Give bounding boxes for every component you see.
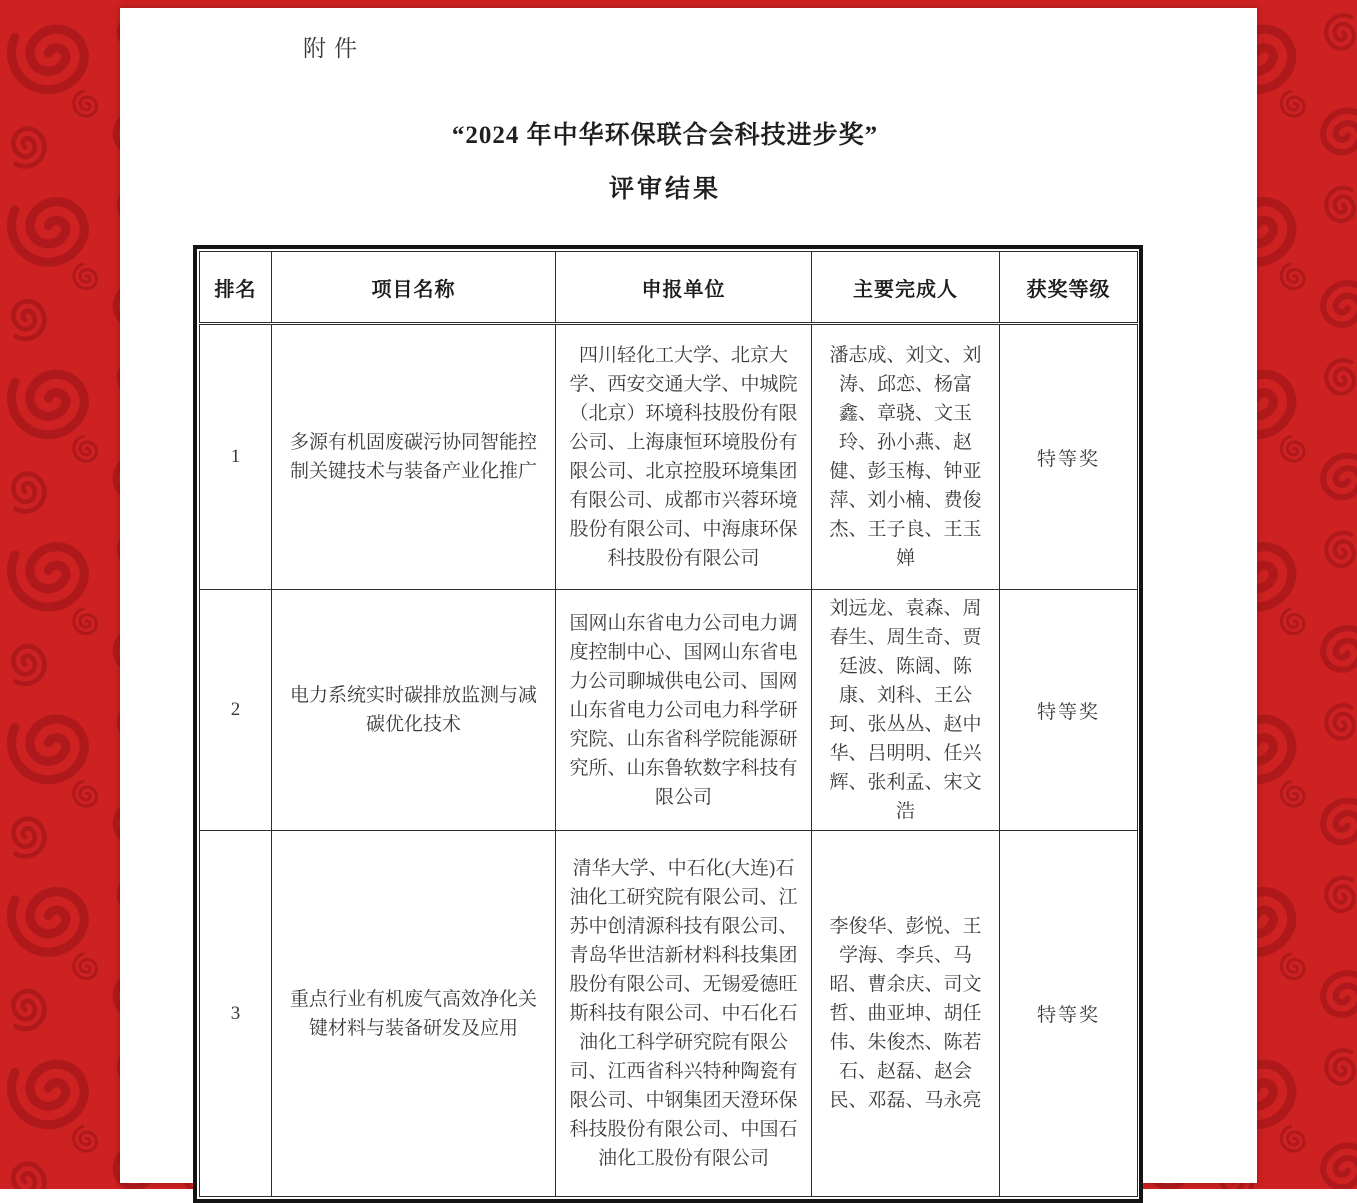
rank-value: 3 xyxy=(200,831,272,1197)
applicant-units: 四川轻化工大学、北京大学、西安交通大学、中城院（北京）环境科技股份有限公司、上海康恒环境股份有限公司、北京控股环境集团有限公司、成都市兴蓉环境股份有限公司、中海康环保科技股份有限公司 xyxy=(556,324,812,590)
rank-value: 1 xyxy=(200,324,272,590)
table-header-row xyxy=(200,252,1138,324)
project-name: 多源有机固废碳污协同智能控制关键技术与装备产业化推广 xyxy=(272,324,556,590)
header-project-name: 项目名称 xyxy=(272,252,556,324)
title-line-2: 评审结果 xyxy=(608,176,721,203)
table-row-3 xyxy=(200,831,1138,1197)
main-contributors: 刘远龙、袁森、周春生、周生奇、贾廷波、陈阔、陈康、刘科、王公珂、张丛丛、赵中华、吕明明、任兴辉、张利孟、宋文浩 xyxy=(812,590,1000,831)
applicant-units: 清华大学、中石化(大连)石油化工研究院有限公司、江苏中创清源科技有限公司、青岛华世洁新材料科技集团股份有限公司、无锡爱德旺斯科技有限公司、中石化石油化工科学研究院有限公司、江西省科兴特种陶瓷有限公司、中钢集团天澄环保科技股份有限公司、中国石油化工股份有限公司 xyxy=(556,831,812,1197)
award-level: 特等奖 xyxy=(1000,590,1138,831)
project-name: 电力系统实时碳排放监测与减碳优化技术 xyxy=(272,590,556,831)
document-title xyxy=(193,115,1137,205)
main-contributors: 潘志成、刘文、刘涛、邱恋、杨富鑫、章骁、文玉玲、孙小燕、赵健、彭玉梅、钟亚萍、刘小楠、费俊杰、王子良、王玉婵 xyxy=(812,324,1000,590)
award-level: 特等奖 xyxy=(1000,831,1138,1197)
results-table xyxy=(199,251,1138,1197)
applicant-units: 国网山东省电力公司电力调度控制中心、国网山东省电力公司聊城供电公司、国网山东省电力公司电力科学研究院、山东省科学院能源研究所、山东鲁软数字科技有限公司 xyxy=(556,590,812,831)
header-award-level: 获奖等级 xyxy=(1000,252,1138,324)
header-rank: 排名 xyxy=(200,252,272,324)
header-applicant-units: 申报单位 xyxy=(556,252,812,324)
rank-value: 2 xyxy=(200,590,272,831)
attachment-label: 附件 xyxy=(303,36,365,61)
table-row-2 xyxy=(200,590,1138,831)
document-page xyxy=(120,8,1257,1183)
title-line-1: “2024 年中华环保联合会科技进步奖” xyxy=(451,122,879,149)
main-contributors: 李俊华、彭悦、王学海、李兵、马昭、曹余庆、司文哲、曲亚坤、胡任伟、朱俊杰、陈若石、赵磊、赵会民、邓磊、马永亮 xyxy=(812,831,1000,1197)
results-table-frame xyxy=(193,245,1143,1203)
table-row-1 xyxy=(200,324,1138,590)
project-name: 重点行业有机废气高效净化关键材料与装备研发及应用 xyxy=(272,831,556,1197)
award-level: 特等奖 xyxy=(1000,324,1138,590)
header-main-contributors: 主要完成人 xyxy=(812,252,1000,324)
